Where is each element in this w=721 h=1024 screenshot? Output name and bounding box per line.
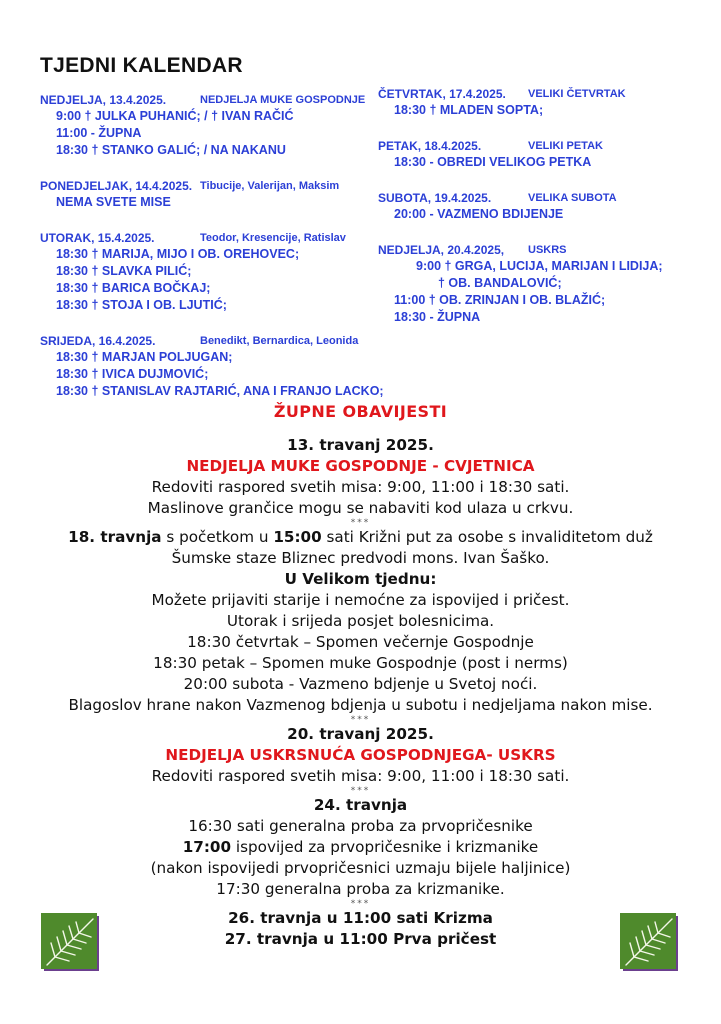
notice-date-inline: 18. travnja [68,528,162,546]
mass-entry: 18:30 † BARICA BOČKAJ; [56,281,211,295]
notice-text: 18. travnja s početkom u 15:00 sati Križni put za osobe s invaliditetom duž [68,528,653,546]
notice-highlight: 27. travnja u 11:00 Prva pričest [224,930,497,948]
calendar-day [40,333,384,400]
day-note: VELIKI ČETVRTAK [528,88,626,100]
day-date: NEDJELJA, 20.4.2025, [378,243,505,257]
day-note: VELIKI PETAK [528,140,603,152]
mass-entry: 18:30 - ŽUPNA [394,310,481,324]
calendar-right-column [378,86,708,345]
notice-highlight: 26. travnja u 11:00 sati Krizma [228,909,493,927]
palm-leaf-icon [41,913,101,973]
notice-text: Blagoslov hrane nakon Vazmenog bdjenja u subotu i nedjeljama nakon mise. [68,696,653,714]
calendar-day [378,138,708,171]
day-date: NEDJELJA, 13.4.2025. [40,93,167,107]
mass-entry: 18:30 † MLADEN SOPTA; [394,103,544,117]
calendar-day [378,242,708,326]
notice-heading: U Velikom tjednu: [284,570,437,588]
mass-entry: 11:00 † OB. ZRINJAN I OB. BLAŽIĆ; [394,293,606,307]
notice-text: Redoviti raspored svetih misa: 9:00, 11:00 i 18:30 sati. [151,478,570,496]
notice-text: Šumske staze Bliznec predvodi mons. Ivan Šaško. [171,549,550,567]
mass-entry: NEMA SVETE MISE [56,195,171,209]
day-note: Teodor, Kresencije, Ratislav [200,232,346,244]
mass-entry: 18:30 † STANISLAV RAJTARIĆ, ANA I FRANJO LACKO; [56,384,384,398]
day-date: SRIJEDA, 16.4.2025. [40,334,156,348]
separator: *** [350,715,371,725]
separator: *** [350,518,371,528]
calendar-day [378,86,708,119]
calendar-day [40,92,370,159]
notice-text: Maslinove grančice mogu se nabaviti kod ulaza u crkvu. [147,499,574,517]
calendar-day [40,178,370,211]
calendar-day [378,190,708,223]
notice-text: 18:30 petak – Spomen muke Gospodnje (post i nerms) [153,654,568,672]
notice-text: Utorak i srijeda posjet bolesnicima. [226,612,495,630]
mass-entry: 18:30 † SLAVKA PILIĆ; [56,264,192,278]
notice-feast: NEDJELJA MUKE GOSPODNJE - CVJETNICA [186,457,535,475]
day-note: USKRS [528,244,567,256]
parish-notices [0,402,721,950]
notice-time-inline: 15:00 [273,528,322,546]
notice-text: 17:30 generalna proba za krizmanike. [216,880,505,898]
notice-date: 13. travanj 2025. [287,436,434,454]
calendar-day [40,230,370,314]
palm-leaf-icon [620,913,680,973]
notice-text: 18:30 četvrtak – Spomen večernje Gospodnje [187,633,534,651]
separator: *** [350,786,371,796]
notice-text: (nakon ispovijedi prvopričesnici uzmaju bijele haljinice) [150,859,571,877]
mass-entry: 18:30 - OBREDI VELIKOG PETKA [394,155,592,169]
notice-time-inline: 17:00 [182,838,232,856]
mass-entry: 11:00 - ŽUPNA [56,126,142,140]
page-title: TJEDNI KALENDAR [40,54,243,77]
mass-entry: 9:00 † JULKA PUHANIĆ; / † IVAN RAČIĆ [56,109,294,123]
notice-text: Možete prijaviti starije i nemoćne za ispovijed i pričest. [151,591,570,609]
mass-entry: 18:30 † IVICA DUJMOVIĆ; [56,367,209,381]
day-date: SUBOTA, 19.4.2025. [378,191,492,205]
mass-entry: 18:30 † MARIJA, MIJO I OB. OREHOVEC; [56,247,300,261]
separator: *** [350,899,371,909]
notice-text: 16:30 sati generalna proba za prvopričesnike [188,817,533,835]
notice-date: 20. travanj 2025. [287,725,434,743]
day-date: ČETVRTAK, 17.4.2025. [378,87,506,101]
day-note: NEDJELJA MUKE GOSPODNJE [200,94,366,106]
notice-text: 20:00 subota - Vazmeno bdjenje u Svetoj noći. [183,675,538,693]
notices-title: ŽUPNE OBAVIJESTI [273,402,448,421]
mass-entry: 18:30 † MARJAN POLJUGAN; [56,350,233,364]
notice-feast: NEDJELJA USKRSNUĆA GOSPODNJEGA- USKRS [165,746,556,764]
mass-entry: 18:30 † STANKO GALIĆ; / NA NAKANU [56,143,286,157]
notice-text: 17:00 ispovijed za prvopričesnike i krizmanike [182,838,539,856]
day-note: Benedikt, Bernardica, Leonida [200,335,359,347]
day-date: PETAK, 18.4.2025. [378,139,482,153]
mass-entry: 18:30 † STOJA I OB. LJUTIĆ; [56,298,227,312]
day-date: UTORAK, 15.4.2025. [40,231,155,245]
mass-entry: † OB. BANDALOVIĆ; [438,276,562,290]
notice-text: Redoviti raspored svetih misa: 9:00, 11:00 i 18:30 sati. [151,767,570,785]
notice-date: 24. travnja [313,796,408,814]
day-note: VELIKA SUBOTA [528,192,617,204]
day-note: Tibucije, Valerijan, Maksim [200,180,340,192]
mass-entry: 9:00 † GRGA, LUCIJA, MARIJAN I LIDIJA; [416,259,663,273]
day-date: PONEDJELJAK, 14.4.2025. [40,179,193,193]
mass-entry: 20:00 - VAZMENO BDIJENJE [394,207,564,221]
